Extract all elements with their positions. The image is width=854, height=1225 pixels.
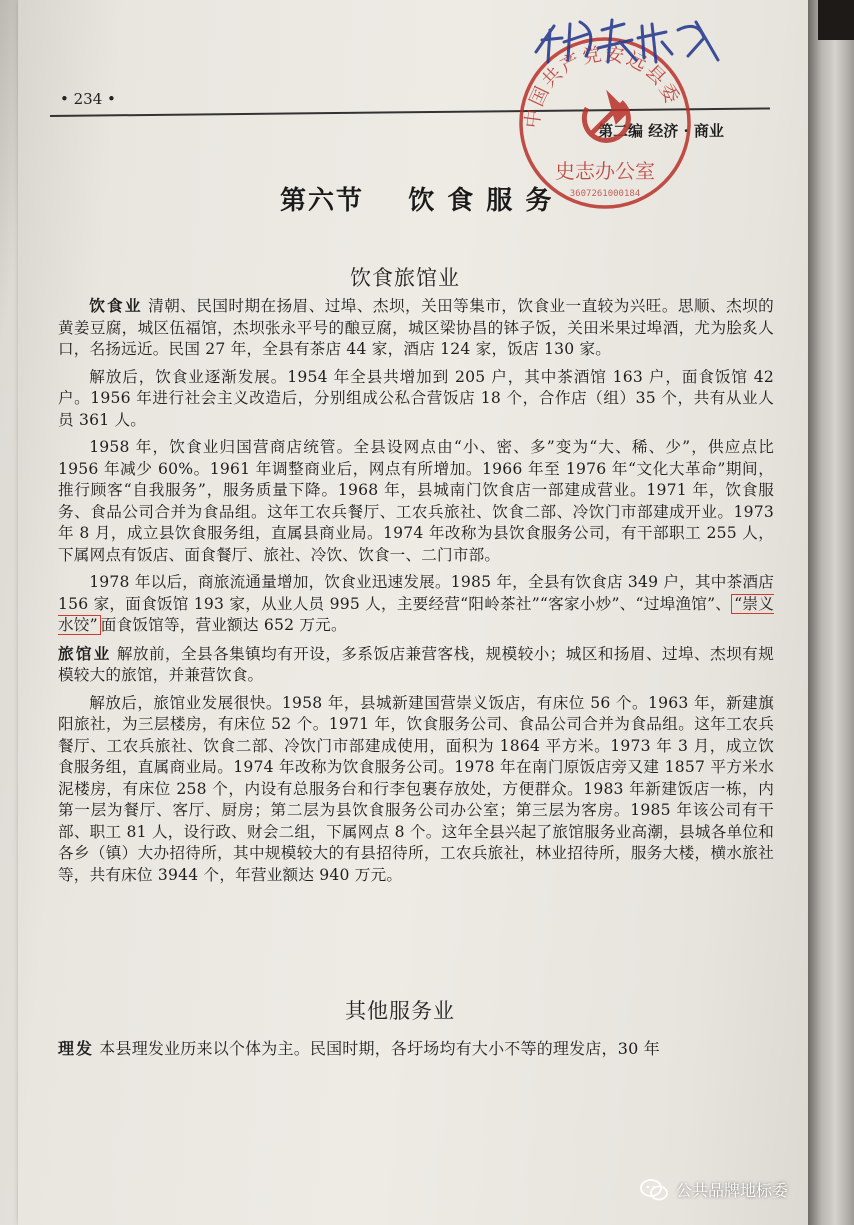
paragraph-1978: 1978 年以后，商旅流通量增加，饮食业迅速发展。1985 年，全县有饮食店 349 户，其中茶酒店 156 家，面食饭馆 193 家，从业人员 995 人，主要经营“阳岭茶社”“客家小炒”、“过埠渔馆”、 “崇义水饺” 面食饭馆等，营业额达 652 万元。	[58, 573, 775, 634]
paragraph-lodging-development: 解放后，旅馆业发展很快。1958 年，县城新建国营崇义饭店，有床位 56 个。1963 年，新建旗阳旅社，为三层楼房，有床位 52 个。1971 年，饮食服务公司、食品公司合并为食品组。这年工农兵餐厅、工农兵旅社、饮食二部、冷饮门市部建成使用，面积为 1864 平方米。1973 年 3 月，成立饮食服务组，直属商业局。1974 年改称为饮食服务公司。1978 年在南门原饭店旁又建 1857 平方米水泥楼房，有床位 258 个，内设有总服务台和行李包裹存放处，方便群众。1983 年新建饭店一栋，内第一层为餐厅、客厅、厨房；第二层为县饮食服务公司办公室；第三层为客房。1985 年该公司有干部、职工 81 人，设行政、财会二组，下属网点 8 个。这年全县兴起了旅馆服务业高潮，县城各单位和各乡（镇）大办招待所，其中规模较大的有县招待所，工农兵旅社，林业招待所，服务大楼，横水旅社等，共有床位 3944 个，年营业额达 940 万元。	[58, 693, 774, 884]
subsection-heading-dining-lodging: 饮食旅馆业	[350, 266, 460, 290]
adjacent-page-edge	[808, 0, 854, 1225]
handwritten-signature-icon	[528, 12, 728, 72]
section-title: 第六节 饮 食 服 务	[280, 186, 554, 216]
term-barber: 理发	[58, 1039, 95, 1058]
paragraph-post-liberation: 解放后，饮食业逐渐发展。1954 年全县共增加到 205 户，其中茶酒馆 163 户，面食饭馆 42 户。1956 年进行社会主义改造后，分别组成公私合营饭店 18 个，合作店（组）35 个，共有从业人员 361 人。	[58, 367, 774, 429]
svg-text:中国共产党安远县委: 中国共产党安远县委	[521, 42, 684, 130]
term-dining: 饮食业	[89, 296, 143, 315]
paragraph-dining-history: 饮食业 清朝、民国时期在扬眉、过埠、杰坝，关田等集市，饮食业一直较为兴旺。思顺、杰坝的黄姜豆腐，城区伍福馆，杰坝张永平号的酿豆腐，城区梁协昌的钵子饭，关田米果过埠酒，尤为脍炙人口，名扬远近。民国 27 年，全县有茶店 44 家，酒店 124 家，饭店 130 家。	[58, 296, 774, 358]
subsection-heading-other-services: 其他服务业	[345, 999, 455, 1023]
page-number: • 234 •	[60, 90, 116, 108]
term-lodging: 旅馆业	[58, 643, 112, 663]
wechat-logo-icon	[640, 1179, 668, 1201]
wechat-watermark	[640, 1178, 788, 1201]
paragraph-lodging: 旅馆业 解放前，全县各集镇均有开设，多系饭店兼营客栈，规模较小；城区和扬眉、过埠、杰坝有规模较大的旅馆，并兼营饮食。	[58, 643, 774, 684]
body-text-block	[58, 295, 774, 892]
svg-text:史志办公室: 史志办公室	[555, 159, 655, 183]
watermark-label: 公共品牌地标委	[676, 1181, 789, 1200]
svg-text:3607261000184: 3607261000184	[569, 189, 641, 199]
highlighted-chongyi-dumplings: “崇义水饺”	[58, 594, 775, 634]
paragraph-barber: 理发 本县理发业历来以个体为主。民国时期，各圩场均有大小不等的理发店，30 年	[58, 1039, 660, 1058]
body-text-barber	[58, 1038, 774, 1066]
paragraph-1958: 1958 年，饮食业归国营商店统管。全县设网点由“小、密、多”变为“大、稀、少”，供应点比 1956 年减少 60%。1961 年调整商业后，网点有所增加。1966 年至 1976 年“文化大革命”期间，推行顾客“自我服务”，服务质量下降。1968 年，县城南门饮食店一部建成营业。1971 年，饮食服务、食品公司合并为食品组。这年工农兵餐厅、工农兵旅社、饮食二部、冷饮门市部建成开业。1973 年 8 月，成立县饮食服务组，直属县商业局。1974 年改称为县饮食服务公司，有干部职工 255 人，下属网点有饭店、面食餐厅、旅社、冷饮、饮食一、二门市部。	[58, 438, 774, 564]
running-header: 第二编 经济 · 商业	[598, 122, 724, 140]
